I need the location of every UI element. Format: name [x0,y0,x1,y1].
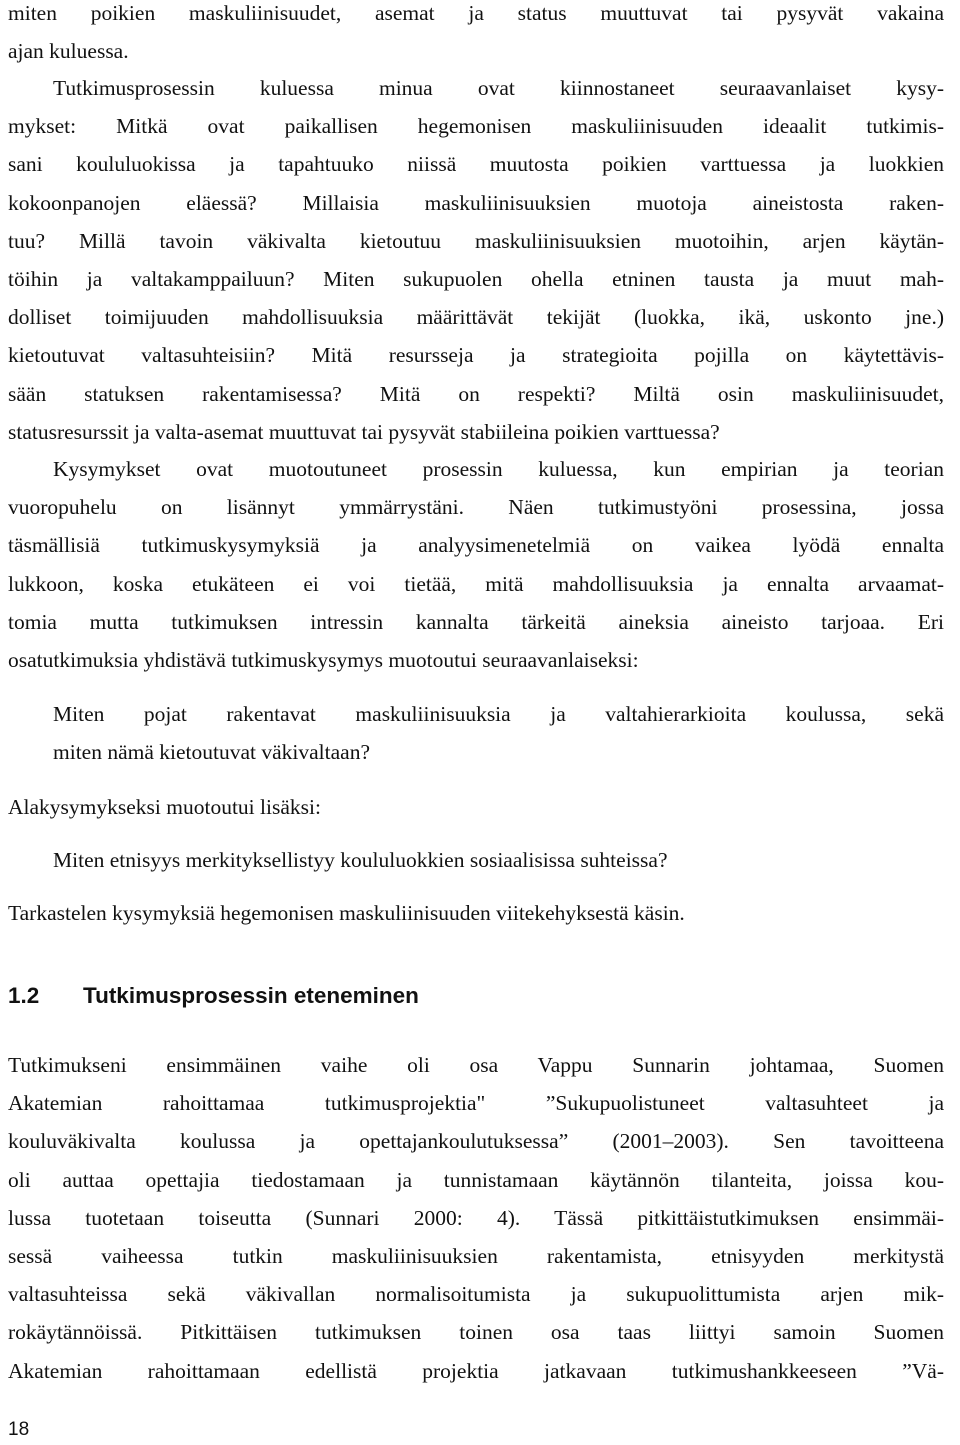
text-line: valtasuhteissa sekä väkivallan normalisoitumista ja sukupuolittumista arjen mik- [8,1282,944,1307]
text-line: kietoutuvat valtasuhteisiin? Mitä resursseja ja strategioita pojilla on käytettävis- [8,343,944,368]
text-line: sani koululuokissa ja tapahtuuko niissä muutosta poikien varttuessa ja luokkien [8,152,944,177]
text-line: kokoonpanojen eläessä? Millaisia maskuliinisuuksien muotoja aineistosta raken- [8,190,944,215]
text-line: lussa tuotetaan toiseutta (Sunnari 2000: 4). Tässä pitkittäistutkimuksen ensimmäi- [8,1205,944,1230]
section-number: 1.2 [8,983,40,1008]
text-line: Akatemian rahoittamaa tutkimusprojektia" ”Sukupuolistuneet valtasuhteet ja [8,1091,944,1116]
paragraph-sub-question-intro [8,788,944,826]
text-line: kouluväkivalta koulussa ja opettajankoulutuksessa” (2001–2003). Sen tavoitteena [8,1129,944,1154]
text-line: Akatemian rahoittamaan edellistä projektia jatkavaan tutkimushankkeeseen ”Vä- [8,1358,944,1383]
text-line: sään statuksen rakentamisessa? Mitä on respekti? Miltä osin maskuliinisuudet, [8,381,944,406]
text-line: Tarkastelen kysymyksiä hegemonisen maskuliinisuuden viitekehyksestä käsin. [8,901,685,925]
paragraph-research-phase-one [8,1046,944,1390]
text-line: Tutkimusprosessin kuluessa minua ovat kiinnostaneet seuraavanlaiset kysy- [53,76,944,100]
text-line: miten poikien maskuliinisuudet, asemat ja status muuttuvat tai pysyvät vakaina [8,1,944,25]
text-line: lukkoon, koska etukäteen ei voi tietää, mitä mahdollisuuksia ja ennalta arvaamat- [8,571,944,596]
section-heading [8,983,419,1009]
text-line: tuu? Millä tavoin väkivalta kietoutuu maskuliinisuuksien muotoihin, arjen käytän- [8,228,944,253]
sub-research-question [8,841,944,879]
text-line: Miten etnisyys merkityksellistyy koululuokkien sosiaalisissa suhteissa? [53,848,668,872]
text-line: rokäytännöissä. Pitkittäisen tutkimuksen toinen osa taas liittyi samoin Suomen [8,1320,944,1345]
section-title: Tutkimusprosessin eteneminen [83,983,419,1008]
paragraph-process-description [8,450,944,679]
text-line: osatutkimuksia yhdistävä tutkimuskysymys muotoutui seuraavanlaiseksi: [8,648,639,673]
paragraph-research-questions [8,69,944,451]
page-number: 18 [8,1419,30,1440]
text-line: Miten pojat rakentavat maskuliinisuuksia ja valtahierarkioita koulussa, sekä [53,702,944,726]
text-line: miten nämä kietoutuvat väkivaltaan? [53,740,371,765]
text-line: oli auttaa opettajia tiedostamaan ja tunnistamaan käytännön tilanteita, joissa kou- [8,1167,944,1192]
text-line: tomia mutta tutkimuksen intressin kannalta tärkeitä aineksia aineisto tarjoaa. Eri [8,609,944,634]
text-line: sessä vaiheessa tutkin maskuliinisuuksien rakentamista, etnisyyden merkitystä [8,1244,944,1269]
text-line: Tutkimukseni ensimmäinen vaihe oli osa Vappu Sunnarin johtamaa, Suomen [8,1053,944,1077]
text-line: statusresurssit ja valta-asemat muuttuvat tai pysyvät stabiileina poikien varttuessa? [8,419,720,444]
text-line: ajan kuluessa. [8,39,129,64]
text-line: täsmällisiä tutkimuskysymyksiä ja analyysimenetelmiä on vaikea lyödä ennalta [8,533,944,558]
text-line: mykset: Mitkä ovat paikallisen hegemonisen maskuliinisuuden ideaalit tutkimis- [8,114,944,139]
text-line: Kysymykset ovat muotoutuneet prosessin kuluessa, kun empirian ja teorian [53,457,944,481]
text-line: vuoropuhelu on lisännyt ymmärrystäni. Näen tutkimustyöni prosessina, jossa [8,495,944,520]
text-line: Alakysymykseksi muotoutui lisäksi: [8,795,321,819]
paragraph-framework [8,894,944,932]
main-research-question [8,695,944,771]
text-line: dolliset toimijuuden mahdollisuuksia määrittävät tekijät (luokka, ikä, uskonto jne.) [8,305,944,330]
paragraph-intro-continuation [8,0,944,70]
text-line: töihin ja valtakamppailuun? Miten sukupuolen ohella etninen tausta ja muut mah- [8,267,944,292]
